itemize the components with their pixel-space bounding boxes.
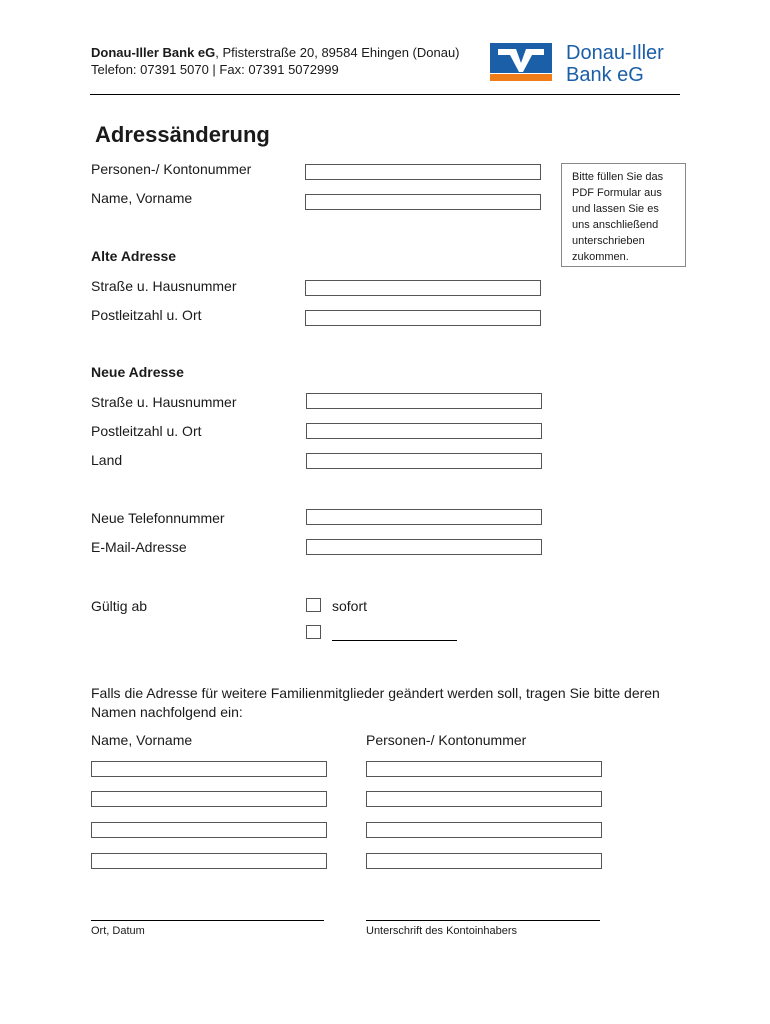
bank-logo (490, 43, 552, 81)
family-name-field-3[interactable] (91, 822, 327, 838)
place-date-line[interactable] (91, 920, 324, 921)
new-city-label: Postleitzahl u. Ort (91, 423, 202, 439)
email-label: E-Mail-Adresse (91, 539, 187, 555)
bank-address-line (91, 44, 460, 61)
logo-text-line1: Donau-Iller (566, 42, 664, 64)
old-city-label: Postleitzahl u. Ort (91, 307, 202, 323)
old-address-heading: Alte Adresse (91, 248, 177, 264)
bank-contact: Telefon: 07391 5070 | Fax: 07391 5072999 (91, 62, 339, 77)
bank-name: Donau-Iller Bank eG (91, 45, 216, 60)
logo-text-line2: Bank eG (566, 64, 644, 86)
header-divider (90, 94, 680, 95)
immediately-checkbox[interactable] (306, 598, 321, 612)
family-account-field-1[interactable] (366, 761, 602, 777)
family-account-field-2[interactable] (366, 791, 602, 807)
family-name-column-label: Name, Vorname (91, 732, 193, 748)
family-name-field-2[interactable] (91, 791, 327, 807)
country-field[interactable] (306, 453, 542, 469)
phone-field[interactable] (306, 509, 542, 525)
account-number-field[interactable] (305, 164, 541, 180)
volksbank-logo-icon (490, 43, 552, 81)
new-street-field[interactable] (306, 393, 542, 409)
family-name-field-4[interactable] (91, 853, 327, 869)
bank-address: , Pfisterstraße 20, 89584 Ehingen (Donau) (215, 45, 460, 60)
new-street-label: Straße u. Hausnummer (91, 394, 237, 410)
family-account-field-4[interactable] (366, 853, 602, 869)
name-field[interactable] (305, 194, 541, 210)
valid-from-label: Gültig ab (91, 598, 148, 614)
old-city-field[interactable] (305, 310, 541, 326)
family-instruction: Falls die Adresse für weitere Familienmitglieder geändert werden soll, tragen Sie bitte deren Namen nachfolgend ein: (91, 685, 660, 720)
new-city-field[interactable] (306, 423, 542, 439)
country-label: Land (91, 452, 123, 468)
email-field[interactable] (306, 539, 542, 555)
family-account-column-label: Personen-/ Kontonummer (366, 732, 527, 748)
page-title: Adressänderung (95, 122, 270, 147)
name-label: Name, Vorname (91, 190, 193, 206)
signature-line[interactable] (366, 920, 600, 921)
place-date-label: Ort, Datum (91, 925, 145, 937)
account-number-label: Personen-/ Kontonummer (91, 161, 252, 177)
new-address-heading: Neue Adresse (91, 364, 184, 380)
immediately-label: sofort (332, 598, 368, 614)
custom-date-checkbox[interactable] (306, 625, 321, 639)
old-street-field[interactable] (305, 280, 541, 296)
family-name-field-1[interactable] (91, 761, 327, 777)
signature-label: Unterschrift des Kontoinhabers (366, 925, 518, 937)
phone-label: Neue Telefonnummer (91, 510, 225, 526)
custom-date-field[interactable] (332, 640, 457, 641)
family-account-field-3[interactable] (366, 822, 602, 838)
instruction-note: Bitte füllen Sie das PDF Formular aus und lassen Sie es uns anschließend unterschrieben zukommen. (561, 163, 686, 267)
old-street-label: Straße u. Hausnummer (91, 278, 237, 294)
